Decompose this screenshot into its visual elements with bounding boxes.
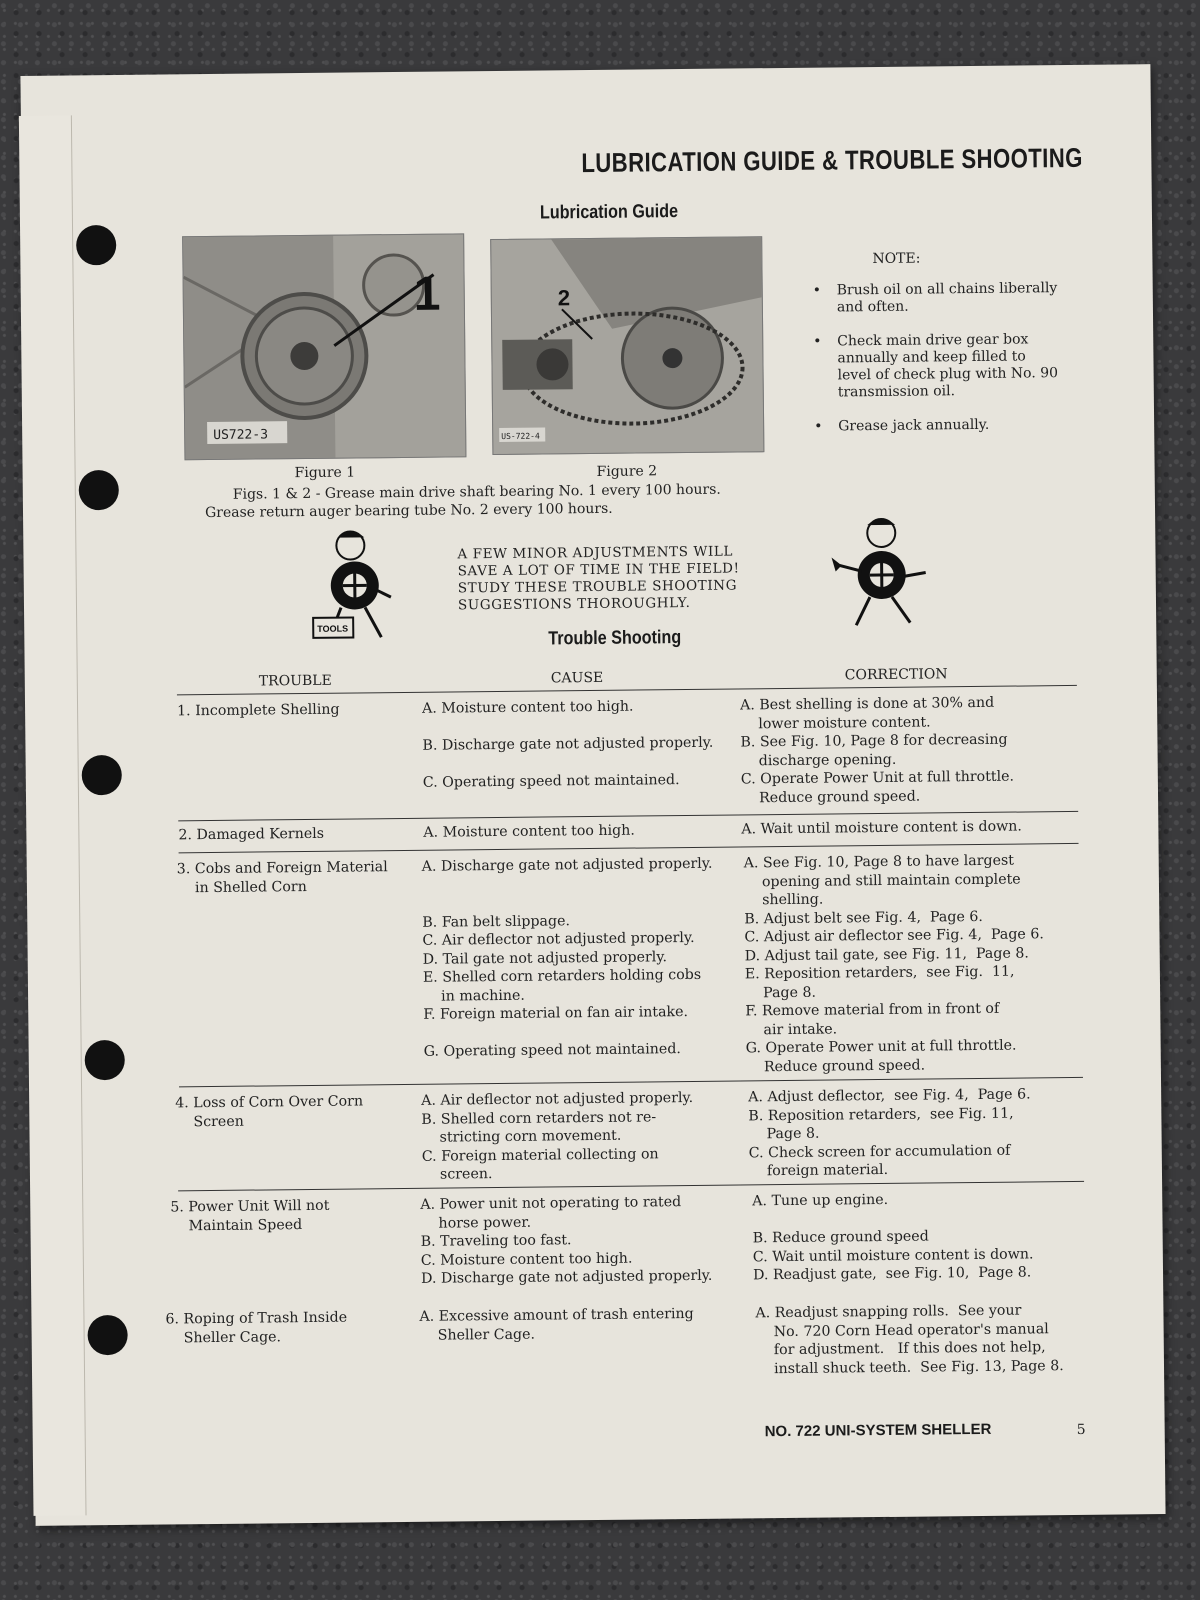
cause-cell: A. Moisture content too high. [423, 822, 635, 841]
bullet-icon: • [812, 282, 822, 299]
binder-hole [76, 225, 116, 265]
bullet-icon: • [814, 418, 823, 435]
note-list [813, 280, 1065, 453]
page-number: 5 [1076, 1421, 1086, 1438]
banner-line: SUGGESTIONS THOROUGHLY. [457, 594, 691, 614]
figure-1-photo [182, 233, 466, 460]
toolbox-label: TOOLS [317, 623, 349, 634]
binder-hole [85, 1040, 125, 1080]
note-item: • Check main drive gear box annually and keep filled to level of check plug with No. 90 transmission oil. [813, 331, 1059, 401]
column-header-cause: CAUSE [550, 669, 604, 687]
table-row [162, 1189, 1102, 1287]
mascot-with-oil-can-illustration [825, 514, 936, 635]
cause-cell: A. Air deflector not adjusted properly. B. Shelled corn retarders not re- stricting corn movement. C. Foreign material collecting on screen. [421, 1089, 694, 1183]
footer-title: NO. 722 UNI-SYSTEM SHELLER [764, 1420, 992, 1441]
table-row [161, 1085, 1101, 1183]
banner-line: STUDY THESE TROUBLE SHOOTING [457, 577, 738, 597]
correction-cell: A. Adjust deflector, see Fig. 4, Page 6. B. Reposition retarders, see Fig. 11, Page 8. C. Check screen for accumulation of foreign material. [748, 1086, 1031, 1180]
note-item: • Grease jack annually. [814, 416, 990, 435]
correction-cell: A. Tune up engine. B. Reduce ground speed C. Wait until moisture content is down. D. Readjust gate, see Fig. 10, Page 8. [752, 1191, 1034, 1284]
trouble-cell: 4. Loss of Corn Over Corn Screen [175, 1093, 364, 1130]
correction-cell: A. Readjust snapping rolls. See your No. 720 Corn Head operator's manual for adjustment. If this does not help, install shuck teeth. See Fig. 13, Page 8. [755, 1302, 1064, 1377]
correction-cell: A. Wait until moisture content is down. [741, 818, 1022, 838]
correction-cell: A. See Fig. 10, Page 8 to have largest opening and still maintain complete shelling. B. Adjust belt see Fig. 4, Page 6. C. Adjust air deflector see Fig. 4, Page 6. D. Adjust tail gate, see Fig. 11, Page 8. E. Reposition retarders, see Fig. 11, Page 8. F. Remove material from in front of air intake. G. Operate Power unit at full throttle. Reduce ground speed. [743, 852, 1044, 1075]
trouble-cell: 1. Incomplete Shelling [177, 701, 340, 720]
mascot-with-toolbox-illustration [310, 527, 421, 648]
page-title: LUBRICATION GUIDE & TROUBLE SHOOTING [581, 142, 1083, 179]
binder-hole [82, 755, 122, 795]
trouble-cell: 3. Cobs and Foreign Material in Shelled Corn [176, 859, 388, 896]
note-title: NOTE: [872, 250, 921, 268]
table-row [159, 851, 1099, 1075]
cause-cell: A. Discharge gate not adjusted properly. B. Fan belt slippage. C. Air deflector not adjusted properly. D. Tail gate not adjusted properly. E. Shelled corn retarders holding cobs in machine. F. Foreign material on fan air intake. G. Operating speed not maintained. [421, 855, 713, 1060]
manual-page [20, 64, 1165, 1526]
figure-1-caption: Figure 1 [294, 464, 356, 482]
figure-description-line-1: Figs. 1 & 2 - Grease main drive shaft bearing No. 1 every 100 hours. [232, 481, 721, 503]
correction-cell: A. Best shelling is done at 30% and lower moisture content. B. See Fig. 10, Page 8 for decreasing discharge opening. C. Operate Power Unit at full throttle. Reduce ground speed. [739, 694, 1015, 806]
trouble-cell: 5. Power Unit Will not Maintain Speed [170, 1197, 330, 1234]
figure-2-photo [490, 236, 764, 455]
note-item: • Brush oil on all chains liberally and often. [812, 280, 1058, 316]
cause-cell: A. Excessive amount of trash entering Sheller Cage. [419, 1305, 694, 1344]
figure-2-photo-label: US-722-4 [501, 431, 540, 441]
lubrication-heading: Lubrication Guide [539, 201, 679, 224]
trouble-cell: 2. Damaged Kernels [178, 825, 325, 844]
column-header-trouble: TROUBLE [258, 672, 332, 690]
banner-line: SAVE A LOT OF TIME IN THE FIELD! [457, 560, 740, 580]
previous-sheet-edge [19, 115, 87, 1515]
table-row [157, 693, 1097, 806]
figure-2-caption: Figure 2 [596, 463, 658, 480]
table-row [163, 1301, 1103, 1377]
binder-hole [79, 470, 119, 510]
binder-hole [87, 1315, 127, 1355]
column-header-correction: CORRECTION [844, 666, 948, 684]
banner-line: A FEW MINOR ADJUSTMENTS WILL [457, 543, 734, 563]
figure-1-photo-label: US722-3 [213, 427, 269, 443]
advice-banner [457, 543, 778, 614]
figure-1-callout: 1 [413, 267, 441, 321]
bullet-icon: • [813, 333, 822, 350]
trouble-cell: 6. Roping of Trash Inside Sheller Cage. [165, 1309, 348, 1347]
trouble-shooting-heading: Trouble Shooting [548, 627, 682, 650]
figure-2-callout: 2 [557, 285, 571, 311]
cause-cell: A. Power unit not operating to rated horse power. B. Traveling too fast. C. Moisture content too high. D. Discharge gate not adjusted properly. [420, 1194, 713, 1287]
cause-cell: A. Moisture content too high. B. Discharge gate not adjusted properly. C. Operating speed not maintained. [422, 698, 714, 791]
figure-description-line-2: Grease return auger bearing tube No. 2 every 100 hours. [204, 500, 613, 522]
